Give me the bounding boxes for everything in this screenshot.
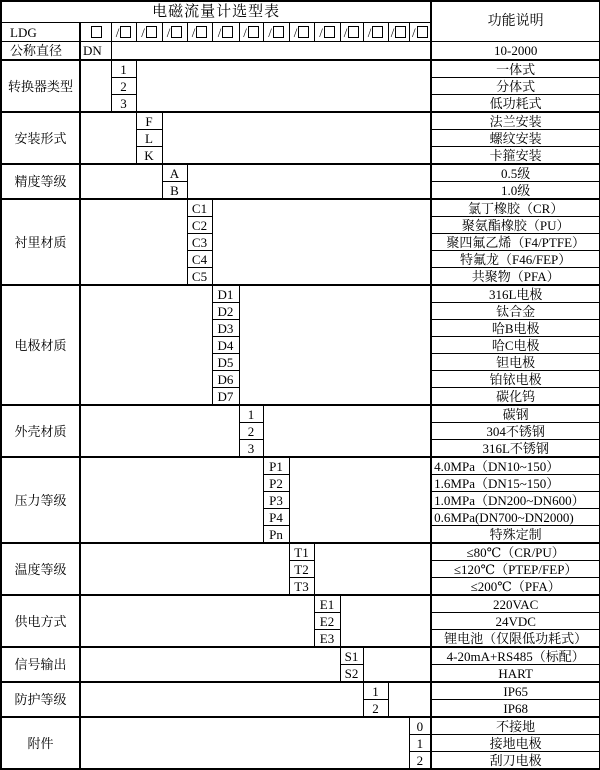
code-cell: D4 [212, 337, 239, 354]
function-cell: 钽电极 [431, 354, 600, 371]
code-cell: 1 [111, 60, 136, 78]
function-cell: 碳化钨 [431, 388, 600, 406]
spacer-cell [289, 457, 431, 543]
function-cell: 特氟龙（F46/FEP） [431, 251, 600, 268]
group-label-installation-type: 安装形式 [1, 112, 80, 164]
spacer-cell [80, 199, 187, 285]
code-separator: / [243, 24, 247, 40]
empty-box-icon [146, 26, 157, 38]
code-separator: / [293, 24, 298, 40]
model-code-box-cell [363, 23, 388, 42]
function-cell: 特殊定制 [431, 526, 600, 544]
code-cell: 2 [239, 423, 263, 440]
model-code-box-cell [80, 23, 111, 42]
spacer-cell [80, 405, 239, 457]
spacer-cell [80, 164, 162, 199]
group-label-temperature-rating: 温度等级 [1, 543, 80, 595]
code-cell: B [162, 182, 187, 200]
spacer-cell [340, 595, 431, 647]
empty-box-icon [372, 26, 383, 38]
function-cell: 铂铱电极 [431, 371, 600, 388]
code-cell: D1 [212, 285, 239, 303]
empty-box-icon [248, 26, 259, 38]
spacer-cell [162, 112, 431, 164]
code-cell: P2 [263, 475, 289, 492]
function-cell: 分体式 [431, 78, 600, 95]
function-cell: 316L不锈钢 [431, 440, 600, 458]
spacer-cell [388, 682, 431, 717]
code-cell: K [136, 147, 162, 165]
code-cell: 3 [111, 95, 136, 113]
empty-box-icon [196, 26, 207, 38]
code-cell: A [162, 164, 187, 182]
empty-box-icon [171, 26, 182, 38]
function-cell: 锂电池（仅限低功耗式） [431, 630, 600, 648]
spacer-cell [239, 285, 431, 405]
code-cell: P4 [263, 509, 289, 526]
code-cell: 1 [363, 682, 388, 700]
spacer-cell [80, 112, 136, 164]
empty-box-icon [120, 26, 131, 38]
group-label-converter-type: 转换器类型 [1, 60, 80, 112]
group-label-electrode-material: 电极材质 [1, 285, 80, 405]
model-code-box-cell [263, 23, 289, 42]
code-cell: Pn [263, 526, 289, 544]
spacer-cell [80, 285, 212, 405]
empty-box-icon [91, 26, 102, 38]
spacer-cell [80, 717, 409, 769]
empty-box-icon [395, 26, 406, 38]
function-cell: 氯丁橡胶（CR） [431, 199, 600, 217]
spacer-cell [80, 647, 340, 682]
function-cell: 1.0MPa（DN200~DN600） [431, 492, 600, 509]
function-cell: 接地电极 [431, 735, 600, 752]
model-code-box-cell [314, 23, 340, 42]
function-cell: 哈C电极 [431, 337, 600, 354]
code-cell: P3 [263, 492, 289, 509]
function-cell: 刮刀电极 [431, 752, 600, 770]
code-cell: 2 [409, 752, 431, 770]
code-cell: C3 [187, 234, 212, 251]
spacer-cell [314, 543, 431, 595]
code-separator: / [166, 24, 171, 40]
code-cell: D7 [212, 388, 239, 406]
function-cell: 法兰安装 [431, 112, 600, 130]
function-cell: 钛合金 [431, 303, 600, 320]
code-cell: 1 [409, 735, 431, 752]
code-cell: C1 [187, 199, 212, 217]
group-label-power-supply: 供电方式 [1, 595, 80, 647]
empty-box-icon [273, 26, 284, 38]
code-cell: D6 [212, 371, 239, 388]
code-separator: / [390, 24, 395, 40]
function-cell: 4-20mA+RS485（标配） [431, 647, 600, 665]
code-cell: L [136, 130, 162, 147]
model-code-box-cell [239, 23, 263, 42]
spacer-cell [80, 457, 263, 543]
spacer-cell [80, 682, 363, 717]
spacer-cell [187, 164, 431, 199]
code-separator: / [115, 24, 120, 40]
code-cell: S1 [340, 647, 363, 665]
code-cell: P1 [263, 457, 289, 475]
code-cell: E1 [314, 595, 340, 613]
code-cell: T3 [289, 578, 314, 596]
spacer-cell [80, 543, 289, 595]
function-cell: 220VAC [431, 595, 600, 613]
code-cell: 3 [239, 440, 263, 458]
group-label-accuracy-grade: 精度等级 [1, 164, 80, 199]
code-cell: C4 [187, 251, 212, 268]
model-code-box-cell [289, 23, 314, 42]
function-cell: IP65 [431, 682, 600, 700]
code-cell: DN [80, 42, 111, 61]
function-cell: 碳钢 [431, 405, 600, 423]
spacer-cell [80, 595, 314, 647]
model-code-box-cell [212, 23, 239, 42]
code-separator: / [217, 24, 222, 40]
function-cell: 低功耗式 [431, 95, 600, 113]
code-separator: / [268, 24, 272, 40]
code-cell: 0 [409, 717, 431, 735]
code-cell: T1 [289, 543, 314, 561]
spacer-cell [363, 647, 431, 682]
code-separator: / [319, 24, 323, 40]
group-label-protection-rating: 防护等级 [1, 682, 80, 717]
empty-box-icon [222, 26, 233, 38]
code-cell: 2 [111, 78, 136, 95]
spacer-cell [212, 199, 431, 285]
function-cell: ≤80℃（CR/PU） [431, 543, 600, 561]
function-cell: 聚氨酯橡胶（PU） [431, 217, 600, 234]
function-cell: 不接地 [431, 717, 600, 735]
function-cell: 0.5级 [431, 164, 600, 182]
code-cell: D2 [212, 303, 239, 320]
function-cell: 24VDC [431, 613, 600, 630]
group-label-liner-material: 衬里材质 [1, 199, 80, 285]
function-cell: ≤200℃（PFA） [431, 578, 600, 596]
code-cell: E3 [314, 630, 340, 648]
function-cell: 304不锈钢 [431, 423, 600, 440]
group-label-nominal-diameter: 公称直径 [1, 42, 80, 61]
empty-box-icon [298, 26, 309, 38]
code-separator: / [343, 24, 348, 40]
function-cell: 4.0MPa（DN10~150） [431, 457, 600, 475]
function-cell: 1.0级 [431, 182, 600, 200]
function-cell: 0.6MPa(DN700~DN2000) [431, 509, 600, 526]
code-cell: F [136, 112, 162, 130]
function-cell: 一体式 [431, 60, 600, 78]
empty-box-icon [324, 26, 335, 38]
model-code-label: LDG [1, 23, 80, 42]
group-label-pressure-rating: 压力等级 [1, 457, 80, 543]
group-label-housing-material: 外壳材质 [1, 405, 80, 457]
code-cell: 2 [363, 700, 388, 718]
function-cell: 10-2000 [431, 42, 600, 61]
group-label-accessories: 附件 [1, 717, 80, 769]
code-separator: / [412, 24, 416, 40]
code-separator: / [141, 24, 145, 40]
model-code-box-cell [136, 23, 162, 42]
code-cell: T2 [289, 561, 314, 578]
code-cell: D5 [212, 354, 239, 371]
spacer-cell [136, 60, 431, 112]
function-column-header: 功能说明 [431, 1, 600, 42]
empty-box-icon [348, 26, 359, 38]
function-cell: HART [431, 665, 600, 683]
code-cell: D3 [212, 320, 239, 337]
function-cell: 316L电极 [431, 285, 600, 303]
model-code-box-cell [187, 23, 212, 42]
model-code-box-cell [340, 23, 363, 42]
group-label-signal-output: 信号输出 [1, 647, 80, 682]
spacer-cell [111, 42, 431, 61]
code-cell: S2 [340, 665, 363, 683]
function-cell: IP68 [431, 700, 600, 718]
code-cell: 1 [239, 405, 263, 423]
code-cell: C2 [187, 217, 212, 234]
code-separator: / [367, 24, 372, 40]
model-code-box-cell [409, 23, 431, 42]
function-cell: 聚四氟乙烯（F4/PTFE） [431, 234, 600, 251]
empty-box-icon [417, 26, 428, 38]
function-cell: ≤120℃（PTEP/FEP） [431, 561, 600, 578]
code-cell: C5 [187, 268, 212, 286]
spacer-cell [263, 405, 431, 457]
model-code-box-cell [388, 23, 409, 42]
table-title: 电磁流量计选型表 [1, 1, 431, 23]
spacer-cell [80, 60, 111, 112]
model-code-box-cell [111, 23, 136, 42]
function-cell: 共聚物（PFA） [431, 268, 600, 286]
function-cell: 卡箍安装 [431, 147, 600, 165]
function-cell: 哈B电极 [431, 320, 600, 337]
code-cell: E2 [314, 613, 340, 630]
model-code-box-cell [162, 23, 187, 42]
code-separator: / [191, 24, 196, 40]
function-cell: 1.6MPa（DN15~150） [431, 475, 600, 492]
function-cell: 螺纹安装 [431, 130, 600, 147]
